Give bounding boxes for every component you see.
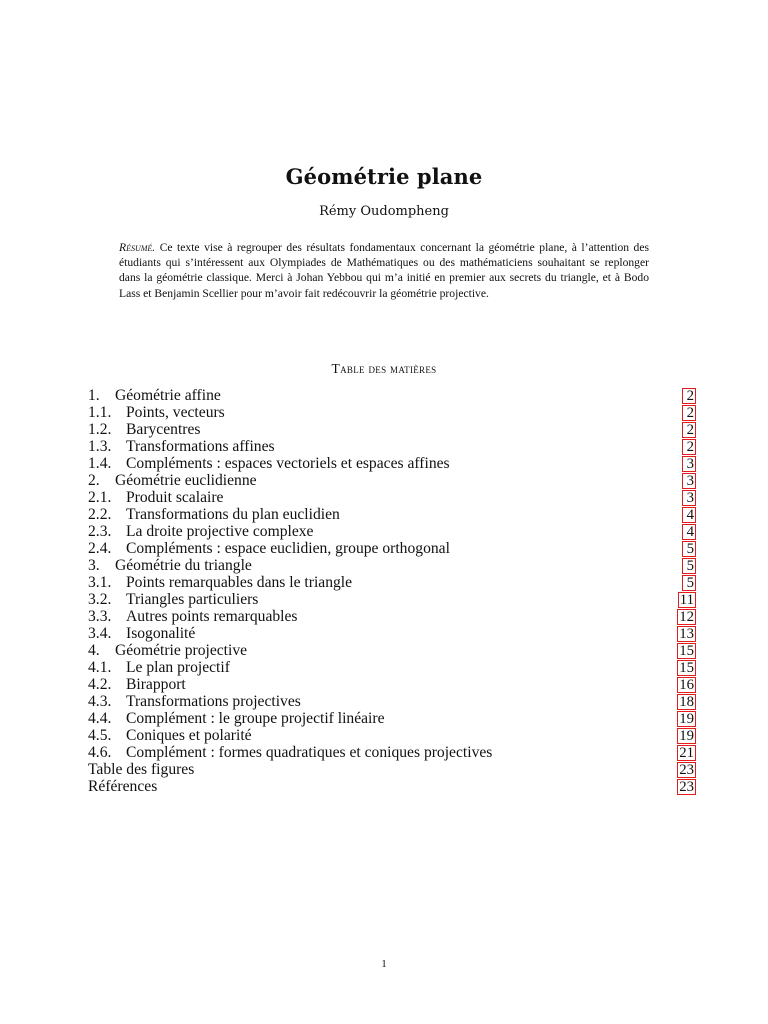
toc-entry-number: 1.4. — [88, 455, 112, 472]
toc-entry-page-link[interactable]: 23 — [679, 779, 694, 795]
toc-entry[interactable] — [88, 625, 696, 642]
toc-entry-number: 2.4. — [88, 540, 112, 557]
toc-entry-title[interactable]: Barycentres — [126, 421, 201, 438]
toc-entry[interactable] — [88, 557, 696, 574]
toc-entry-number: 4.5. — [88, 727, 112, 744]
toc-entry-number: 1.2. — [88, 421, 112, 438]
toc-entry-title[interactable]: Compléments : espaces vectoriels et espaces affines — [126, 455, 450, 472]
toc-entry[interactable] — [88, 489, 696, 506]
toc-entry[interactable] — [88, 778, 696, 795]
toc-entry-page-link[interactable]: 19 — [679, 711, 694, 727]
toc-entry-title[interactable]: Table des figures — [88, 761, 195, 778]
toc-entry-page-link[interactable]: 12 — [679, 609, 694, 625]
toc-entry-page-link[interactable]: 2 — [682, 388, 696, 404]
toc-entry-title[interactable]: Transformations affines — [126, 438, 275, 455]
page-number: 1 — [381, 958, 387, 970]
toc-entry-page-link[interactable]: 18 — [679, 694, 694, 710]
toc-entry-page-link[interactable]: 19 — [679, 728, 694, 744]
toc-entry[interactable] — [88, 744, 696, 761]
toc-entry-page-link[interactable]: 11 — [679, 592, 694, 608]
toc-entry-page-link[interactable]: 21 — [679, 745, 694, 761]
abstract — [119, 240, 649, 301]
toc-entry[interactable] — [88, 574, 696, 591]
toc-entry[interactable] — [88, 642, 696, 659]
toc-entry-title[interactable]: Transformations du plan euclidien — [126, 506, 340, 523]
toc-entry[interactable] — [88, 506, 696, 523]
toc-entry-page-link[interactable]: 3 — [682, 490, 696, 506]
table-of-contents — [88, 387, 696, 795]
toc-entry-number: 2.2. — [88, 506, 112, 523]
toc-entry[interactable] — [88, 472, 696, 489]
toc-entry-number: 4.4. — [88, 710, 112, 727]
toc-entry[interactable] — [88, 693, 696, 710]
toc-entry[interactable] — [88, 727, 696, 744]
toc-entry-number: 4.2. — [88, 676, 112, 693]
toc-entry-number: 4.1. — [88, 659, 112, 676]
toc-entry[interactable] — [88, 591, 696, 608]
toc-entry[interactable] — [88, 608, 696, 625]
toc-entry-page-link[interactable]: 2 — [682, 439, 696, 455]
toc-entry-title[interactable]: Coniques et polarité — [126, 727, 252, 744]
toc-entry-title[interactable]: Isogonalité — [126, 625, 196, 642]
toc-entry[interactable] — [88, 523, 696, 540]
toc-entry-title[interactable]: Triangles particuliers — [126, 591, 259, 608]
toc-entry-number: 3.3. — [88, 608, 112, 625]
abstract-label: Résumé. — [119, 241, 156, 254]
toc-heading: Table des matières — [331, 361, 437, 376]
toc-entry-title[interactable]: La droite projective complexe — [126, 523, 314, 540]
toc-entry-page-link[interactable]: 5 — [682, 541, 696, 557]
toc-entry[interactable] — [88, 761, 696, 778]
toc-entry-title[interactable]: Géométrie affine — [115, 387, 221, 404]
toc-entry-page-link[interactable]: 5 — [682, 575, 696, 591]
toc-entry[interactable] — [88, 404, 696, 421]
toc-entry-title[interactable]: Autres points remarquables — [126, 608, 298, 625]
toc-entry-page-link[interactable]: 4 — [682, 524, 696, 540]
toc-entry-number: 2.1. — [88, 489, 112, 506]
toc-entry-page-link[interactable]: 13 — [679, 626, 694, 642]
toc-entry-title[interactable]: Birapport — [126, 676, 186, 693]
toc-entry-title[interactable]: Points remarquables dans le triangle — [126, 574, 353, 591]
toc-entry-page-link[interactable]: 4 — [682, 507, 696, 523]
toc-entry-title[interactable]: Compléments : espace euclidien, groupe orthogonal — [126, 540, 450, 557]
toc-entry-number: 3.1. — [88, 574, 112, 591]
toc-entry-number: 1.1. — [88, 404, 112, 421]
abstract-text: Ce texte vise à regrouper des résultats fondamentaux concernant la géométrie plane, à l’attention des étudiants qui s’intéressent aux Olympiades de Mathématiques ou des mathématiciens souhaitant se replonger dans la géométrie classique. Merci à Johan Yebbou qui m’a initié en premier aux secrets du triangle, et à Bodo Lass et Benjamin Scellier pour m’avoir fait redécouvrir la géométrie projective. — [119, 241, 649, 300]
toc-entry-page-link[interactable]: 23 — [679, 762, 694, 778]
toc-entry-number: 4.6. — [88, 744, 112, 761]
toc-entry-number: 3. — [88, 557, 100, 574]
toc-entry-number: 2. — [88, 472, 100, 489]
toc-entry-page-link[interactable]: 5 — [682, 558, 696, 574]
toc-entry[interactable] — [88, 387, 696, 404]
toc-entry-page-link[interactable]: 3 — [682, 473, 696, 489]
toc-entry[interactable] — [88, 676, 696, 693]
toc-entry-page-link[interactable]: 15 — [679, 660, 694, 676]
toc-entry-title[interactable]: Références — [88, 778, 158, 795]
toc-entry-title[interactable]: Géométrie projective — [115, 642, 248, 659]
toc-entry-title[interactable]: Complément : le groupe projectif linéaire — [126, 710, 385, 727]
toc-entry-page-link[interactable]: 3 — [682, 456, 696, 472]
toc-entry-page-link[interactable]: 16 — [679, 677, 694, 693]
toc-entry-title[interactable]: Complément : formes quadratiques et coniques projectives — [126, 744, 493, 761]
toc-entry-title[interactable]: Produit scalaire — [126, 489, 224, 506]
toc-entry[interactable] — [88, 540, 696, 557]
toc-entry-number: 3.4. — [88, 625, 112, 642]
toc-entry-page-link[interactable]: 15 — [679, 643, 694, 659]
document-title: Géométrie plane — [285, 164, 483, 189]
toc-entry-title[interactable]: Transformations projectives — [126, 693, 301, 710]
toc-entry-title[interactable]: Géométrie du triangle — [115, 557, 252, 574]
toc-entry-number: 4. — [88, 642, 100, 659]
toc-entry[interactable] — [88, 710, 696, 727]
toc-entry[interactable] — [88, 421, 696, 438]
toc-entry-number: 1. — [88, 387, 100, 404]
toc-entry[interactable] — [88, 438, 696, 455]
toc-entry-title[interactable]: Géométrie euclidienne — [115, 472, 257, 489]
document-author: Rémy Oudompheng — [319, 204, 449, 219]
toc-entry[interactable] — [88, 455, 696, 472]
toc-entry-number: 4.3. — [88, 693, 112, 710]
toc-entry-number: 1.3. — [88, 438, 112, 455]
toc-entry-title[interactable]: Le plan projectif — [126, 659, 230, 676]
toc-entry-page-link[interactable]: 2 — [682, 422, 696, 438]
toc-entry-number: 2.3. — [88, 523, 112, 540]
toc-entry[interactable] — [88, 659, 696, 676]
toc-entry-title[interactable]: Points, vecteurs — [126, 404, 225, 421]
toc-entry-page-link[interactable]: 2 — [682, 405, 696, 421]
toc-entry-number: 3.2. — [88, 591, 112, 608]
